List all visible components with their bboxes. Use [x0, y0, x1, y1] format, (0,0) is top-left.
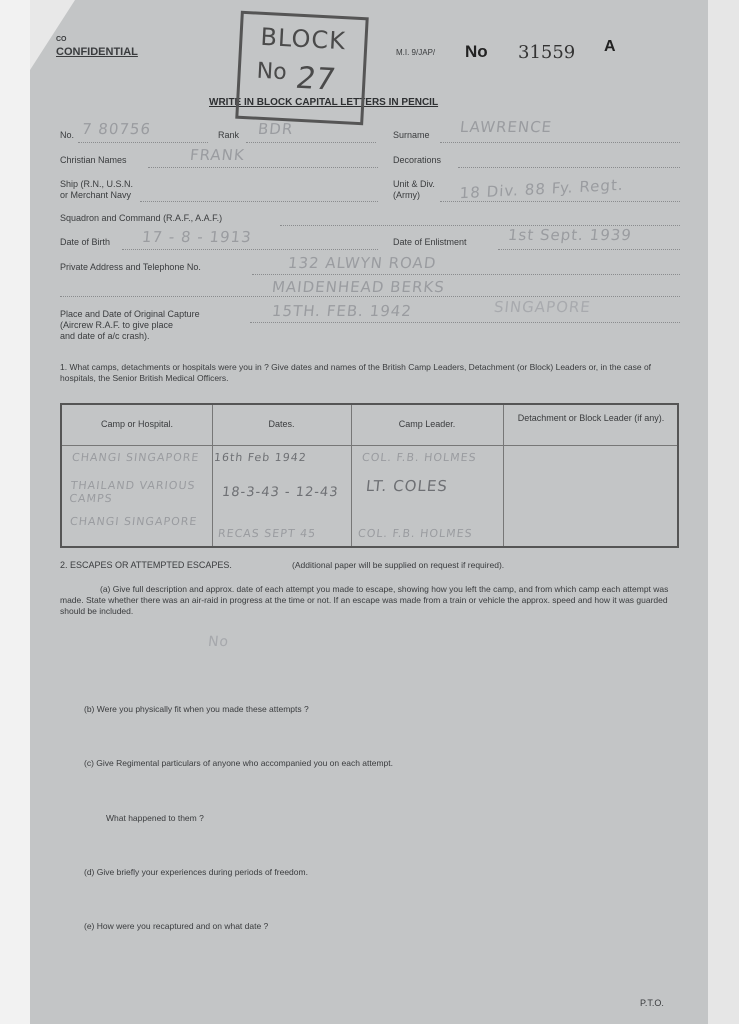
no-label-field: No. — [60, 130, 75, 140]
stamp-number: 27 — [293, 60, 338, 98]
no-label: No — [465, 42, 488, 61]
block-stamp — [235, 11, 368, 126]
capture-label-3: and date of a/c crash). — [60, 331, 150, 341]
row1-leader: COL. F.B. HOLMES — [361, 451, 478, 464]
rank-label: Rank — [218, 130, 240, 140]
row2-dates: 18-3-43 - 12-43 — [221, 485, 340, 500]
rank-value: BDR — [257, 120, 295, 138]
classification-prefix: CO — [56, 36, 67, 43]
row3-camp: CHANGI SINGAPORE — [69, 515, 199, 528]
service-number-value: 7 80756 — [81, 120, 152, 138]
row3-leader: COL. F.B. HOLMES — [357, 527, 474, 540]
capture-place-value: SINGAPORE — [493, 298, 592, 316]
question-2e: (e) How were you recaptured and on what date ? — [84, 921, 269, 931]
pto-label: P.T.O. — [640, 998, 664, 1008]
camps-table — [60, 403, 679, 548]
christian-names-label: Christian Names — [60, 155, 127, 165]
classification: CONFIDENTIAL — [56, 46, 138, 58]
series-letter: A — [604, 38, 616, 55]
form-number: 31559 — [518, 42, 576, 63]
ref-code: M.I. 9/JAP/ — [396, 48, 436, 57]
stamp-word: BLOCK — [259, 22, 347, 56]
enlistment-label: Date of Enlistment — [393, 237, 467, 247]
section-2-title: 2. ESCAPES OR ATTEMPTED ESCAPES. — [60, 560, 232, 570]
unit-value: 18 Div. 88 Fy. Regt. — [459, 175, 625, 203]
capture-label-2: (Aircrew R.A.F. to give place — [60, 320, 174, 330]
dob-label: Date of Birth — [60, 237, 111, 247]
col-header-leader: Camp Leader. — [398, 419, 456, 429]
row2-leader: LT. COLES — [365, 477, 449, 495]
row1-dates: 16th Feb 1942 — [213, 451, 308, 464]
question-2b: (b) Were you physically fit when you made these attempts ? — [84, 704, 309, 714]
question-2c: (c) Give Regimental particulars of anyone who accompanied you on each attempt. — [84, 758, 393, 768]
row2-camp: THAILAND VARIOUS CAMPS — [68, 479, 197, 505]
col-header-dates: Dates. — [268, 419, 295, 429]
row1-camp: CHANGI SINGAPORE — [71, 451, 201, 464]
capture-label-1: Place and Date of Original Capture — [60, 309, 200, 319]
scan-margin-left — [0, 0, 30, 1024]
scan-margin-right — [708, 0, 739, 1024]
enlistment-value: 1st Sept. 1939 — [507, 226, 633, 244]
ship-label-2: or Merchant Navy — [60, 190, 132, 200]
surname-label: Surname — [393, 130, 430, 140]
folded-corner — [30, 0, 75, 70]
address-value-1: 132 ALWYN ROAD — [287, 254, 438, 272]
christian-names-value: FRANK — [189, 146, 246, 164]
dob-value: 17 - 8 - 1913 — [141, 228, 253, 246]
unit-label-1: Unit & Div. — [393, 179, 435, 189]
question-2d: (d) Give briefly your experiences during periods of freedom. — [84, 867, 308, 877]
question-2a: (a) Give full description and approx. date of each attempt you made to escape, showing how you left the camp, and from which camp each attempt was made. State whether there was an air-raid in progress at the time or not. If an escape was made from a train or vehicle the approx. speed and how it was guarded should be included. — [60, 584, 669, 616]
decorations-label: Decorations — [393, 155, 442, 165]
ship-label-1: Ship (R.N., U.S.N. — [60, 179, 134, 189]
question-2a-answer: No — [207, 634, 230, 650]
capture-date-value: 15TH. FEB. 1942 — [271, 302, 413, 320]
address-value-2: MAIDENHEAD BERKS — [271, 278, 446, 296]
question-2c-followup: What happened to them ? — [106, 813, 204, 823]
question-1: 1. What camps, detachments or hospitals were you in ? Give dates and names of the British Camp Leaders, Detachment (or Block) Leaders or, in the case of hospitals, the Senior British Medical Officers. — [60, 362, 652, 383]
stamp-no-label: No — [256, 58, 288, 86]
col-header-camp: Camp or Hospital. — [100, 419, 174, 429]
instruction: WRITE IN BLOCK CAPITAL LETTERS IN PENCIL — [209, 97, 439, 108]
surname-value: LAWRENCE — [459, 118, 553, 136]
section-2-note: (Additional paper will be supplied on request if required). — [292, 560, 505, 570]
address-label: Private Address and Telephone No. — [60, 262, 201, 272]
squadron-label: Squadron and Command (R.A.F., A.A.F.) — [60, 213, 223, 223]
row3-dates: RECAS SEPT 45 — [217, 527, 317, 540]
unit-label-2: (Army) — [393, 190, 420, 200]
col-header-detachment: Detachment or Block Leader (if any). — [517, 413, 665, 423]
